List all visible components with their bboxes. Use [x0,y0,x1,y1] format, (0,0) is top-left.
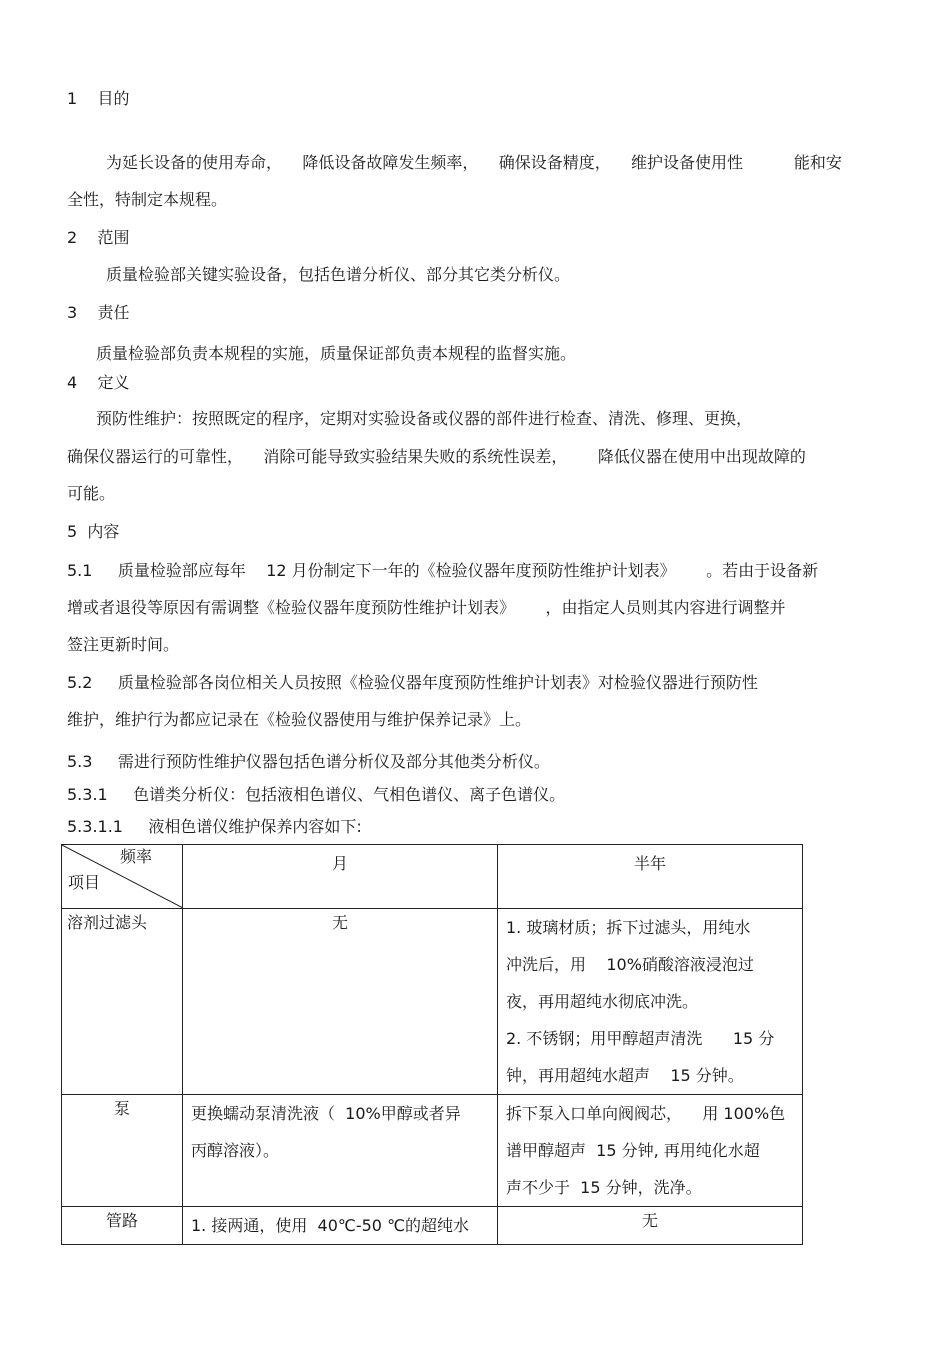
header-month: 月 [183,845,498,909]
header-half-year: 半年 [498,845,803,909]
row-tubing-month [183,1207,498,1245]
section-5-2-line-1: 5.2 质量检验部各岗位相关人员按照《检验仪器年度预防性维护计划表》对检验仪器进行预防性 [67,673,758,692]
row-solvent-filter-half-year [498,909,803,1095]
hplc-maintenance-table [61,844,803,1245]
row-item-tubing: 管路 [62,1207,183,1245]
header-frequency-label: 频率 [120,847,153,866]
row-pump-half-year [498,1095,803,1207]
header-item-label: 项目 [68,873,101,892]
corner-header-cell [62,845,183,909]
section-4-paragraph-line-1: 预防性维护：按照既定的程序，定期对实验设备或仪器的部件进行检查、清洗、修理、更换， [96,409,753,428]
section-5-1-line-1: 5.1 质量检验部应每年 12 月份制定下一年的《检验仪器年度预防性维护计划表》 。若由于设备新 [67,561,819,580]
month-line: 更换蠕动泵清洗液（ 10%甲醇或者异 [191,1104,461,1123]
section-2-paragraph: 质量检验部关键实验设备，包括色谱分析仪、部分其它类分析仪。 [106,265,571,284]
section-1-paragraph-line-2: 全性，特制定本规程。 [67,190,228,209]
section-1-paragraph-line-1: 为延长设备的使用寿命， 降低设备故障发生频率， 确保设备精度， 维护设备使用性 能和安 [106,153,842,172]
month-line: 1. 接两通，使用 40℃-50 ℃的超纯水 [191,1216,470,1235]
table-row [62,1095,803,1207]
section-5-1-line-2: 增或者退役等原因有需调整《检验仪器年度预防性维护计划表》 ，由指定人员则其内容进行调整并 [67,598,786,617]
section-1-title: 1 目的 [67,89,130,108]
section-5-3-1: 5.3.1 色谱类分析仪：包括液相色谱仪、气相色谱仪、离子色谱仪。 [67,785,566,804]
section-5-title: 5 内容 [67,522,120,541]
half-year-line: 声不少于 15 分钟，洗净。 [506,1178,702,1197]
month-line: 丙醇溶液）。 [191,1141,280,1160]
row-tubing-half-year: 无 [498,1207,803,1245]
half-year-line: 冲洗后，用 10%硝酸溶液浸泡过 [506,955,754,974]
section-3-paragraph: 质量检验部负责本规程的实施，质量保证部负责本规程的监督实施。 [96,344,577,363]
section-4-paragraph-line-2: 确保仪器运行的可靠性， 消除可能导致实验结果失败的系统性误差， 降低仪器在使用中出现故障的 [67,447,806,466]
half-year-line: 谱甲醇超声 15 分钟, 再用纯化水超 [506,1141,760,1160]
table-header-row [62,845,803,909]
row-item-solvent-filter: 溶剂过滤头 [62,909,183,1095]
section-4-paragraph-line-3: 可能。 [67,484,116,503]
section-2-title: 2 范围 [67,228,130,247]
half-year-line: 钟，再用超纯水超声 15 分钟。 [506,1066,744,1085]
table-row [62,909,803,1095]
section-5-1-line-3: 签注更新时间。 [67,635,180,654]
section-3-title: 3 责任 [67,303,130,322]
table-row [62,1207,803,1245]
half-year-line: 2. 不锈钢；用甲醇超声清洗 15 分 [506,1029,775,1048]
section-4-title: 4 定义 [67,373,130,392]
section-5-2-line-2: 维护，维护行为都应记录在《检验仪器使用与维护保养记录》上。 [67,710,532,729]
section-5-3-1-1: 5.3.1.1 液相色谱仪维护保养内容如下: [67,817,362,836]
half-year-line: 拆下泵入口单向阀阀芯， 用 100%色 [506,1104,786,1123]
row-pump-month [183,1095,498,1207]
row-solvent-filter-month: 无 [183,909,498,1095]
section-5-3: 5.3 需进行预防性维护仪器包括色谱分析仪及部分其他类分析仪。 [67,752,550,771]
half-year-line: 夜，再用超纯水彻底冲洗。 [506,992,699,1011]
row-item-pump: 泵 [62,1095,183,1207]
half-year-line: 1. 玻璃材质；拆下过滤头，用纯水 [506,918,751,937]
